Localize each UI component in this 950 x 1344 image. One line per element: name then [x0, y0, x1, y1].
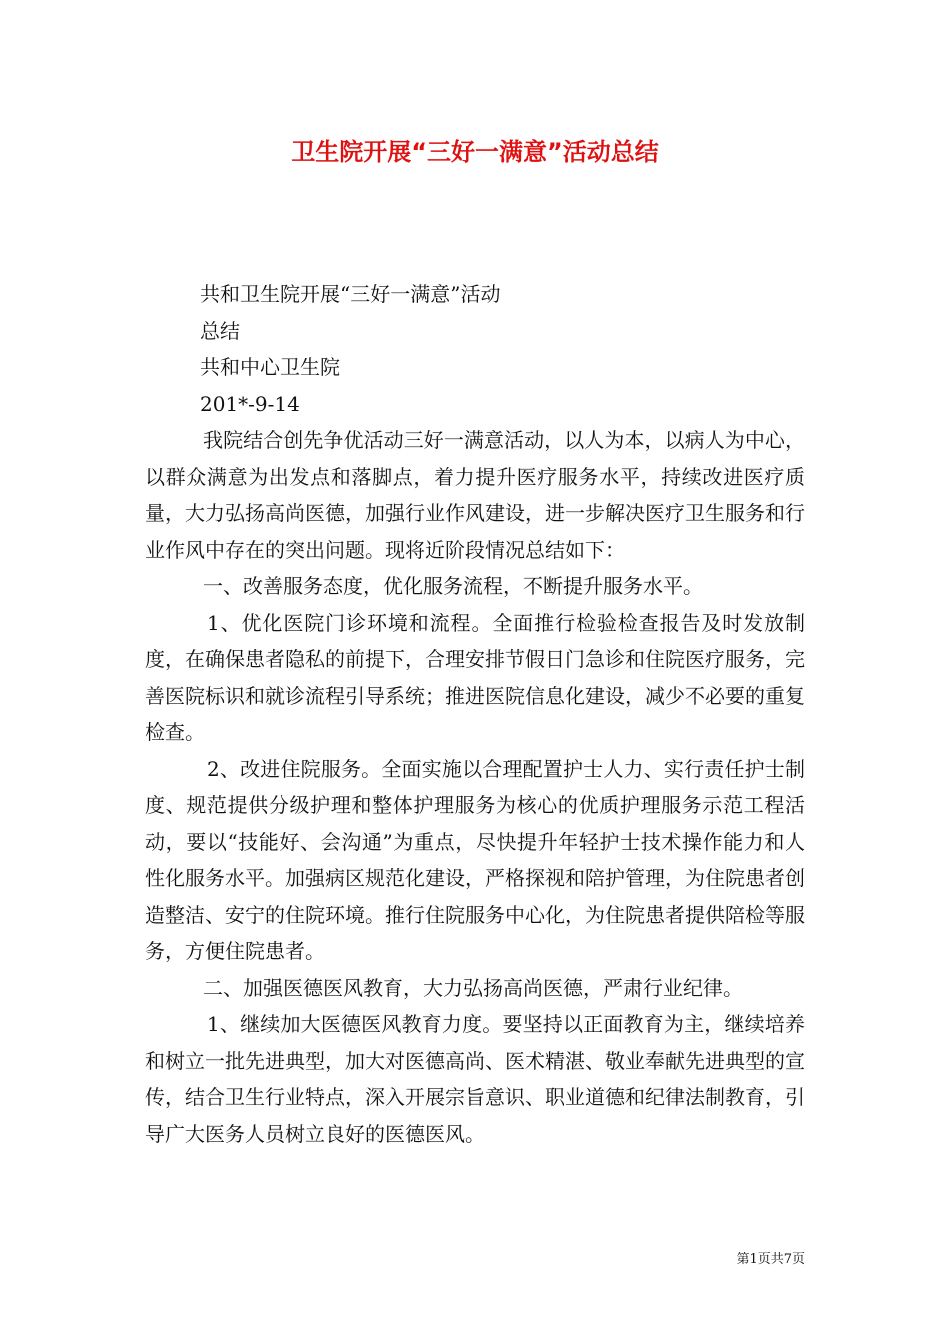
paragraph: 1、继续加大医德医风教育力度。要坚持以正面教育为主，继续培养和树立一批先进典型，加大对医德高尚、医术精湛、敬业奉献先进典型的宣传，结合卫生行业特点，深入开展宗旨意识、职业道德和纪律法制教育，引导广大医务人员树立良好的医德医风。 — [145, 1012, 805, 1146]
document-body — [145, 276, 805, 1152]
header-line: 总结 — [200, 318, 240, 343]
paragraph: 2、改进住院服务。全面实施以合理配置护士人力、实行责任护士制度、规范提供分级护理和整体护理服务为核心的优质护理服务示范工程活动，要以“技能好、会沟通”为重点，尽快提升年轻护士技术操作能力和人性化服务水平。加强病区规范化建设，严格探视和陪护管理，为住院患者创造整洁、安宁的住院环境。推行住院服务中心化，为住院患者提供陪检等服务，方便住院患者。 — [145, 756, 805, 963]
section-heading: 二、加强医德医风教育，大力弘扬高尚医德，严肃行业纪律。 — [203, 975, 743, 1000]
paragraph: 1、优化医院门诊环境和流程。全面推行检验检查报告及时发放制度，在确保患者隐私的前提下，合理安排节假日门急诊和住院医疗服务，完善医院标识和就诊流程引导系统；推进医院信息化建设，减少不必要的重复检查。 — [145, 610, 805, 744]
header-line: 201*-9-14 — [200, 391, 300, 416]
document-title: 卫生院开展“三好一满意”活动总结 — [291, 138, 659, 166]
page-number: 第1页共7页 — [736, 1252, 805, 1267]
header-line: 共和中心卫生院 — [200, 355, 340, 379]
header-line: 共和卫生院开展“三好一满意”活动 — [200, 282, 501, 306]
section-heading: 一、改善服务态度，优化服务流程，不断提升服务水平。 — [203, 574, 703, 598]
paragraph: 我院结合创先争优活动三好一满意活动，以人为本，以病人为中心，以群众满意为出发点和落脚点，着力提升医疗服务水平，持续改进医疗质量，大力弘扬高尚医德，加强行业作风建设，进一步解决医疗卫生服务和行业作风中存在的突出问题。现将近阶段情况总结如下： — [145, 428, 805, 562]
